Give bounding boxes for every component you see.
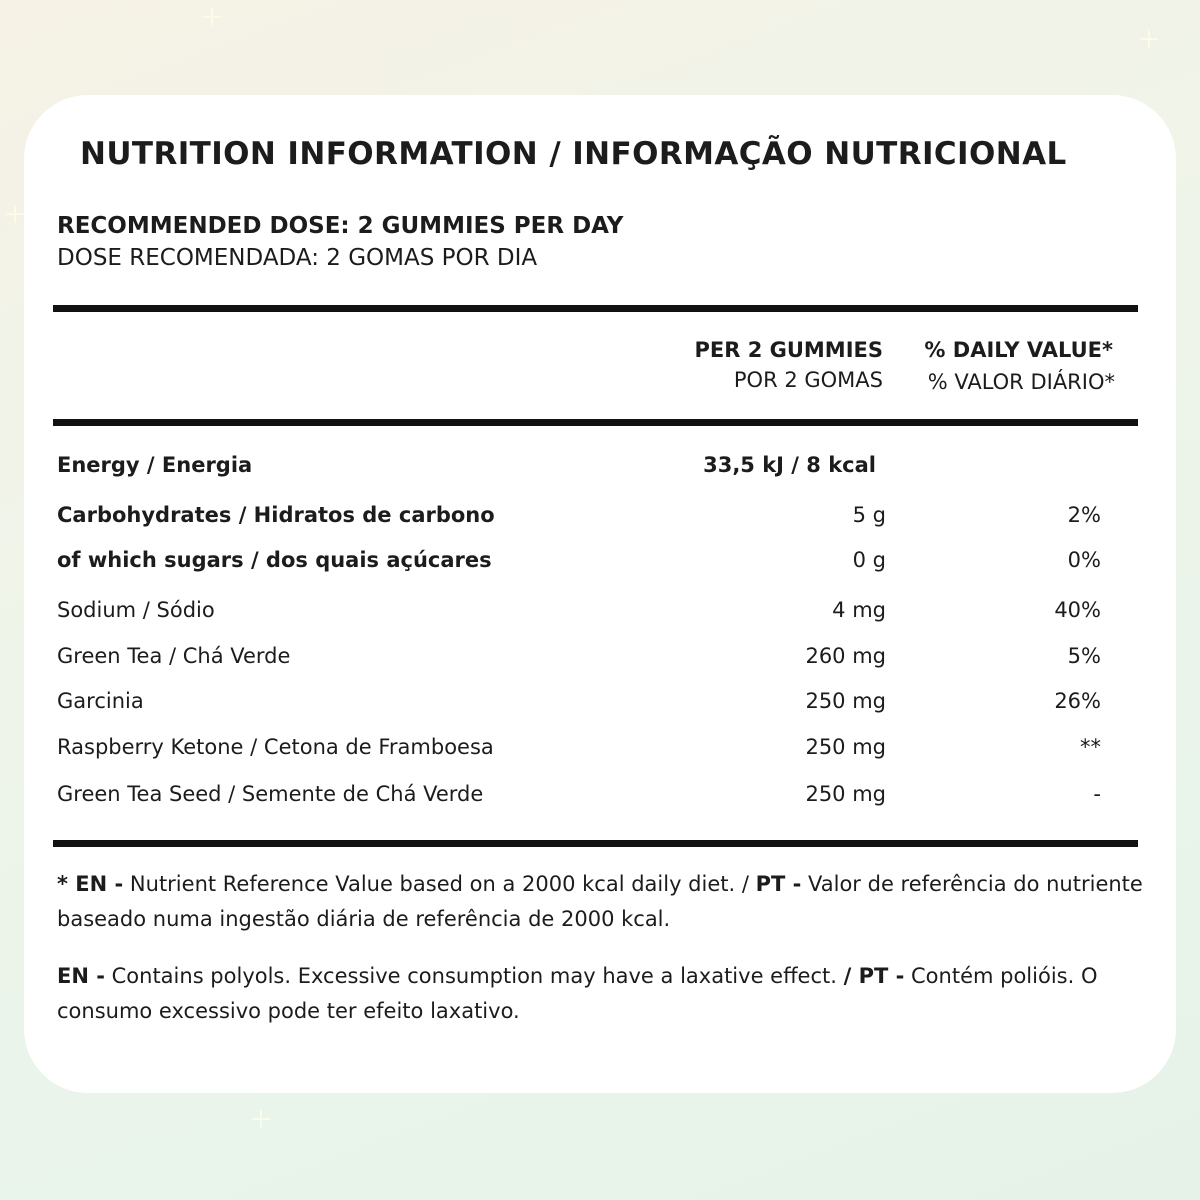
- nutrient-daily-value: 40%: [1054, 598, 1101, 622]
- header-per-serving-pt: POR 2 GOMAS: [733, 368, 883, 392]
- footnote-pt-text: Valor de referência do nutriente baseado numa ingestão diária de referência de 2000 kcal.: [57, 872, 1143, 931]
- nutrient-amount: 4 mg: [832, 598, 886, 622]
- table-row: [0, 548, 1200, 578]
- footnote-en-tag: * EN -: [57, 872, 124, 896]
- sparkle-decoration: [203, 8, 221, 26]
- table-bottom-rule: [53, 840, 1138, 847]
- table-row: [0, 644, 1200, 674]
- nutrient-daily-value: 0%: [1067, 548, 1101, 572]
- footnote-polyols: [57, 959, 1147, 1029]
- nutrient-name: Carbohydrates / Hidratos de carbono: [57, 503, 495, 527]
- nutrient-amount: 260 mg: [805, 644, 886, 668]
- footnote-pt-tag: PT -: [755, 872, 802, 896]
- nutrient-amount: 33,5 kJ / 8 kcal: [703, 453, 876, 477]
- nutrient-daily-value: -: [1093, 782, 1101, 806]
- table-row: [0, 689, 1200, 719]
- table-row: [0, 782, 1200, 812]
- nutrient-daily-value: 26%: [1054, 689, 1101, 713]
- nutrient-daily-value: 2%: [1067, 503, 1101, 527]
- footnote-reference-value: [57, 867, 1147, 937]
- footnote-en-text: Nutrient Reference Value based on a 2000 kcal daily diet. /: [123, 872, 756, 896]
- table-row: [0, 453, 1200, 483]
- nutrient-daily-value: **: [1080, 735, 1101, 759]
- table-row: [0, 598, 1200, 628]
- footnote-pt-text: Contém polióis. O consumo excessivo pode ter efeito laxativo.: [57, 964, 1098, 1023]
- table-top-rule: [53, 305, 1138, 312]
- sparkle-decoration: [252, 1110, 270, 1128]
- table-header-rule: [53, 419, 1138, 426]
- nutrient-daily-value: 5%: [1067, 644, 1101, 668]
- sparkle-decoration: [6, 205, 24, 223]
- page-title: NUTRITION INFORMATION / INFORMAÇÃO NUTRICIONAL: [80, 136, 1067, 172]
- nutrient-name: Sodium / Sódio: [57, 598, 215, 622]
- nutrient-name: Green Tea / Chá Verde: [57, 644, 291, 668]
- header-daily-value-pt: % VALOR DIÁRIO*: [927, 370, 1115, 394]
- table-row: [0, 503, 1200, 533]
- nutrient-amount: 250 mg: [805, 735, 886, 759]
- sparkle-decoration: [1140, 30, 1158, 48]
- header-daily-value-en: % DAILY VALUE*: [924, 338, 1113, 362]
- recommended-dose-en: RECOMMENDED DOSE: 2 GUMMIES PER DAY: [57, 213, 624, 239]
- nutrient-amount: 0 g: [852, 548, 886, 572]
- nutrient-amount: 5 g: [852, 503, 886, 527]
- nutrient-name: of which sugars / dos quais açúcares: [57, 548, 492, 572]
- footnote-en-tag: EN -: [57, 964, 105, 988]
- table-row: [0, 735, 1200, 765]
- nutrient-amount: 250 mg: [805, 689, 886, 713]
- header-per-serving-en: PER 2 GUMMIES: [694, 338, 883, 362]
- recommended-dose-pt: DOSE RECOMENDADA: 2 GOMAS POR DIA: [57, 245, 538, 271]
- nutrient-name: Energy / Energia: [57, 453, 253, 477]
- footnote-en-text: Contains polyols. Excessive consumption may have a laxative effect.: [104, 964, 844, 988]
- nutrient-amount: 250 mg: [805, 782, 886, 806]
- nutrient-name: Green Tea Seed / Semente de Chá Verde: [57, 782, 484, 806]
- nutrient-name: Garcinia: [57, 689, 144, 713]
- nutrient-name: Raspberry Ketone / Cetona de Framboesa: [57, 735, 494, 759]
- footnote-pt-tag: / PT -: [843, 964, 905, 988]
